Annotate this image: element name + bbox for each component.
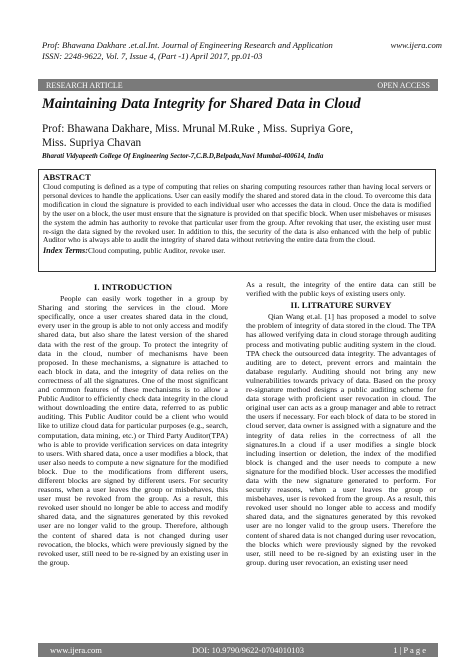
authors-line-2: Miss. Supriya Chavan <box>42 137 142 149</box>
affiliation: Bharati Vidyapeeth College Of Engineering Sector-7,C.B.D,Belpada,Navi Mumbai-400614, India <box>42 152 324 160</box>
abstract-heading: ABSTRACT <box>43 172 91 182</box>
author-list <box>42 122 442 150</box>
left-column <box>38 280 228 567</box>
journal-issn: ISSN: 2248-9622, Vol. 7, Issue 4, (Part -1) April 2017, pp.01-03 <box>42 51 263 61</box>
journal-url[interactable]: www.ijera.com <box>390 40 442 50</box>
abstract-body: Cloud computing is defined as a type of computing that relies on sharing computing resources rather than having local servers or personal devices to handle the applications. User can easily modify the shared and stored data in the cloud. To overcome this data modification in cloud the signature is provided to each individual user who accesses the data in cloud. Once the data is modified by the user on a block, the user must ensure that the signature is provided on that specific block. When user misbehaves or misuses the system the admin has authority to revoke that particular user from the group. After revoking that user, the existing user must re-sign the data signed by the revoked user. In addition to this, the security of the data is also enhanced with the help of public Auditor who is always able to audit the integrity of shared data without retrieving the entire data from the cloud. <box>43 182 431 245</box>
footer-band <box>38 643 438 657</box>
authors-line-1: Prof: Bhawana Dakhare, Miss. Mrunal M.Ruke , Miss. Supriya Gore, <box>42 123 354 135</box>
section-heading-introduction: I. INTRODUCTION <box>93 282 173 292</box>
journal-citation: Prof: Bhawana Dakhare .et.al.Int. Journal of Engineering Research and Application <box>42 40 333 50</box>
introduction-paragraph: People can easily work together in a group by Sharing and storing the services in the cloud. More specifically, once a user creates shared data in the cloud, every user in the group is able to not only access and modify shared data, but also share the latest version of the shared data with the rest of the group. To protect the integrity of data in the cloud, number of mechanisms have been proposed. In these mechanisms, a signature is attached to each block in data, and the integrity of data relies on the correctness of all the signatures. One of the most significant and common features of these mechanisms is to allow a Public Auditor to efficiently check data integrity in the cloud without downloading the entire data, referred to as public auditing. This Public Auditor could be a client who would like to utilize cloud data for particular purposes (e.g., search, computation, data mining, etc.) or Third Party Auditor(TPA) who is able to provide verification services on data integrity to users. With shared data, once a user modifies a block, that user also needs to compute a new signature for the modified block. Due to the modifications from different users, different blocks are signed by different users. For security reasons, when a user leaves the group or misbehaves, this user must be revoked from the group. As a result, this revoked user should no longer be able to access and modify shared data, and the signatures generated by this revoked user are no longer valid to the group. Therefore, although the content of shared data is not changed during user revocation, the blocks, which were previously signed by the revoked user, still need to be re-signed by an existing user in the group. <box>38 294 228 567</box>
article-type-label: RESEARCH ARTICLE <box>46 80 123 90</box>
paper-title: Maintaining Data Integrity for Shared Data in Cloud <box>42 96 361 112</box>
journal-header <box>42 40 442 62</box>
open-access-label: OPEN ACCESS <box>377 80 430 90</box>
section-heading-literature-survey: II. LITRATURE SURVEY <box>290 300 392 311</box>
literature-survey-paragraph: Qian Wang et.al. [1] has proposed a model to solve the problem of integrity of data stored in the cloud. The TPA has allowed verifying data in cloud storage through auditing process and motivating public auditing system in the cloud. TPA check the outsourced data integrity. The advantages of auditing are to detect, prevent errors and maintain the database regularly. Auditing should not bring any new vulnerabilities towards privacy of data. Based on the proxy re-signature method designs a public auditing scheme for data storage with proficient user revocation in cloud. The original user can acts as a group manager and able to retract the users if necessary. For each block of data to be stored in cloud server, data owner is assigned with a signature and the integrity of data relies in the correctness of all the signatures.In a cloud if a user modifies a single block including insertion or deletion, the index of the modified block is changed and the user needs to compute a new signature for the modified block. User accesses the modified data with the new signature generated to perform. For security reasons, when a user leaves the group or misbehaves, user is revoked from the group. As a result, this revoked user should no longer able to access and modify shared data, and the signatures generated by this revoked user are no longer valid to the group users. Therefore the content of shared data is not changed during user revocation, the blocks which were previously signed by the revoked user, still need to be re-signed by an existing user in the group. during user revocation, an existing user need <box>246 312 436 567</box>
footer-doi: DOI: 10.9790/9622-0704010103 <box>192 645 304 655</box>
page-number: 1 | P a g e <box>393 645 426 655</box>
abstract-box <box>38 169 436 272</box>
index-terms-value: Cloud computing, public Auditor, revoke user. <box>87 246 226 256</box>
index-terms-label: Index Terms: <box>43 246 88 256</box>
article-type-band <box>38 79 438 91</box>
footer-url[interactable]: www.ijera.com <box>50 645 102 655</box>
continued-paragraph: As a result, the integrity of the entire data can still be verified with the public keys of existing users only. <box>246 280 436 299</box>
right-column <box>246 280 436 567</box>
index-terms <box>43 246 431 255</box>
